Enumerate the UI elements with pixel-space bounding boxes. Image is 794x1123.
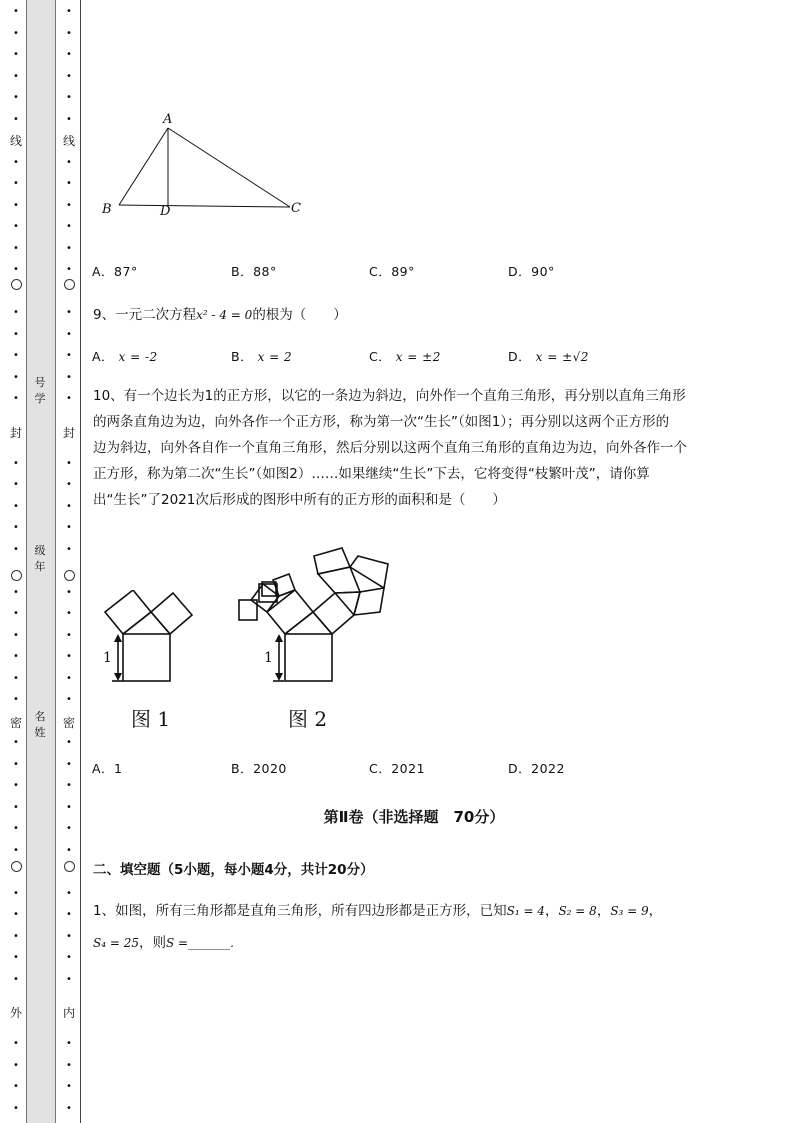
margin-mark-feng-right: 封 xyxy=(62,426,75,440)
margin-mark-xian-left: 线 xyxy=(9,134,22,148)
q10-option-d: D．2022 xyxy=(508,761,565,776)
cut-line-dot: • xyxy=(66,651,72,662)
cut-line-dot: • xyxy=(13,242,19,254)
q10-fig2-caption: 图 2 xyxy=(288,707,328,731)
cut-line-dot: • xyxy=(66,92,72,103)
cut-line-dot: • xyxy=(66,823,72,834)
cut-line-dot: • xyxy=(13,221,19,232)
cut-line-dot: • xyxy=(13,350,19,361)
point-label-c: C xyxy=(291,201,301,216)
cut-line-dot: • xyxy=(66,758,72,770)
q10-line-5: 出“生长”了2021次后形成的图形中所有的正方形的面积和是（ ） xyxy=(93,492,506,508)
cut-line-dot: • xyxy=(13,307,19,318)
cut-line-dot: • xyxy=(66,1059,72,1071)
cut-line-dot: • xyxy=(13,930,19,942)
margin-mark-wai: 外 xyxy=(9,1006,22,1020)
cut-line-dot: • xyxy=(66,6,72,17)
q9-option-d: D． x = ±√2 xyxy=(508,349,589,364)
q10-option-c: C．2021 xyxy=(369,761,426,776)
cut-line-dot: • xyxy=(66,242,72,254)
cut-line-dot: • xyxy=(13,500,19,512)
q8-option-a: A．87° xyxy=(92,264,138,279)
margin-hole-left-2 xyxy=(11,570,22,581)
side-ab xyxy=(119,128,168,205)
q9-option-c: C． x = ±2 xyxy=(369,349,441,364)
cut-line-dot: • xyxy=(13,264,19,275)
cut-line-dot: • xyxy=(66,1102,72,1114)
cut-line-dot: • xyxy=(13,758,19,770)
cut-line-dot: • xyxy=(13,393,19,404)
cut-line-dot: • xyxy=(13,737,19,748)
cut-line-dot: • xyxy=(13,6,19,17)
q10-figure-2 xyxy=(234,544,394,690)
cut-line-dot: • xyxy=(66,49,72,60)
q10-fig1-side-label: 1 xyxy=(103,650,112,666)
cut-line-dot: • xyxy=(66,694,72,705)
q9-stem-suffix: 的根为（ ） xyxy=(252,307,347,323)
q10-line-4: 正方形，称为第二次“生长”（如图2）……如果继续“生长”下去，它将变得“枝繁叶茂”，请你算 xyxy=(93,466,650,482)
margin-mark-mi-left: 密 xyxy=(9,716,22,730)
q8-option-c: C．89° xyxy=(369,264,415,279)
cut-line-dot: • xyxy=(66,113,72,125)
cut-line-dot: • xyxy=(66,608,72,619)
cut-line-dot: • xyxy=(66,952,72,963)
cut-line-dot: • xyxy=(66,1038,72,1049)
cut-line-dot: • xyxy=(13,92,19,103)
cut-line-dot: • xyxy=(13,909,19,920)
q8-triangle-figure xyxy=(96,110,316,225)
q10-line-2: 的两条直角边为边，向外各作一个正方形，称为第一次“生长”（如图1）；再分别以这两个正方形的 xyxy=(93,414,670,430)
margin-mark-feng-left: 封 xyxy=(9,426,22,440)
margin-mark-nei: 内 xyxy=(62,1006,75,1020)
cut-line-dot: • xyxy=(66,199,72,211)
cut-line-dot: • xyxy=(13,973,19,985)
q10-fig2-side-label: 1 xyxy=(264,650,273,666)
point-label-a: A xyxy=(163,112,173,127)
q8-option-d: D．90° xyxy=(508,264,555,279)
cut-line-dot: • xyxy=(66,672,72,684)
fill1-s1: S₁ = 4 xyxy=(506,904,545,918)
cut-line-dot: • xyxy=(66,178,72,189)
cut-line-dot: • xyxy=(66,801,72,813)
cut-line-dot: • xyxy=(13,801,19,813)
point-label-d: D xyxy=(160,204,171,219)
section-2-heading: 二、填空题（5小题，每小题4分，共计20分） xyxy=(93,862,374,878)
cut-line-dot: • xyxy=(66,350,72,361)
margin-mark-mi-right: 密 xyxy=(62,716,75,730)
cut-line-dot: • xyxy=(66,70,72,82)
cut-line-dot: • xyxy=(66,500,72,512)
cut-line-dot: • xyxy=(13,1038,19,1049)
cut-line-dot: • xyxy=(13,1081,19,1092)
cut-line-dot: • xyxy=(66,629,72,641)
cut-line-dot: • xyxy=(13,199,19,211)
cut-line-dot: • xyxy=(66,1081,72,1092)
cut-line-dot: • xyxy=(66,307,72,318)
binding-line xyxy=(80,0,81,1123)
fill1-line-2 xyxy=(93,931,234,951)
cut-line-dot: • xyxy=(66,328,72,340)
section-2-title: 第Ⅱ卷（非选择题 70分） xyxy=(323,808,505,826)
cut-line-dot: • xyxy=(66,221,72,232)
q9-equation: x² - 4 = 0 xyxy=(196,308,253,322)
cut-line-dot: • xyxy=(13,522,19,533)
fill1-then: ，则 xyxy=(138,935,166,951)
cut-line-dot: • xyxy=(66,264,72,275)
cut-line-dot: • xyxy=(13,608,19,619)
cut-line-dot: • xyxy=(66,522,72,533)
fill1-answer-blank: S =_______. xyxy=(165,936,234,950)
cut-line-dot: • xyxy=(13,479,19,490)
q8-option-b: B．88° xyxy=(231,264,277,279)
cut-line-dot: • xyxy=(13,672,19,684)
cut-line-dot: • xyxy=(13,952,19,963)
cut-line-dot: • xyxy=(13,27,19,39)
cut-line-dot: • xyxy=(66,844,72,856)
cut-line-dot: • xyxy=(13,887,19,899)
cut-line-dot: • xyxy=(66,479,72,490)
field-grade-label: 级年 xyxy=(34,544,46,573)
margin-hole-left-1 xyxy=(11,279,22,290)
side-ac xyxy=(168,128,290,207)
cut-line-dot: • xyxy=(66,393,72,404)
q10-figure-1 xyxy=(96,590,206,690)
cut-line-dot: • xyxy=(13,113,19,125)
q9-stem-prefix: 9、一元二次方程 xyxy=(93,307,197,323)
cut-line-dot: • xyxy=(66,930,72,942)
cut-line-dot: • xyxy=(13,694,19,705)
cut-line-dot: • xyxy=(66,543,72,555)
cut-line-dot: • xyxy=(13,328,19,340)
cut-line-dot: • xyxy=(66,737,72,748)
q9-stem xyxy=(93,303,347,323)
q9-option-a: A． x = -2 xyxy=(92,349,158,364)
fill1-s2: S₂ = 8 xyxy=(558,904,597,918)
cut-line-dot: • xyxy=(66,887,72,899)
cut-line-dot: • xyxy=(13,543,19,555)
fill1-s4: S₄ = 25 xyxy=(93,936,139,950)
cut-line-dot: • xyxy=(13,178,19,189)
cut-line-dot: • xyxy=(13,1059,19,1071)
cut-line-dot: • xyxy=(13,49,19,60)
fill1-stem: 1、如图，所有三角形都是直角三角形，所有四边形都是正方形，已知 xyxy=(93,903,507,919)
cut-line-dot: • xyxy=(13,629,19,641)
q10-option-b: B．2020 xyxy=(231,761,287,776)
cut-line-dot: • xyxy=(66,973,72,985)
margin-hole-right-3 xyxy=(64,861,75,872)
q9-option-b: B． x = 2 xyxy=(231,349,293,364)
cut-line-dot: • xyxy=(66,457,72,469)
q10-fig1-caption: 图 1 xyxy=(131,707,171,731)
cut-line-dot: • xyxy=(66,780,72,791)
cut-line-dot: • xyxy=(13,586,19,598)
cut-line-dot: • xyxy=(66,586,72,598)
q10-line-1: 10、有一个边长为1的正方形，以它的一条边为斜边，向外作一个直角三角形，再分别以直角三角形 xyxy=(93,388,686,404)
cut-line-dot: • xyxy=(66,156,72,168)
q10-option-a: A．1 xyxy=(92,761,123,776)
field-student-number-label: 号学 xyxy=(34,376,46,405)
cut-line-dot: • xyxy=(13,457,19,469)
cut-line-dot: • xyxy=(13,651,19,662)
cut-line-dot: • xyxy=(13,844,19,856)
cut-line-dot: • xyxy=(13,156,19,168)
cut-line-dot: • xyxy=(13,371,19,383)
cut-line-dot: • xyxy=(66,27,72,39)
margin-hole-right-1 xyxy=(64,279,75,290)
cut-line-dot: • xyxy=(66,371,72,383)
cut-line-dot: • xyxy=(13,823,19,834)
margin-mark-xian-right: 线 xyxy=(62,134,75,148)
q10-stem xyxy=(93,383,753,513)
point-label-b: B xyxy=(102,202,112,217)
cut-line-dot: • xyxy=(13,780,19,791)
cut-line-dot: • xyxy=(13,1102,19,1114)
margin-hole-left-3 xyxy=(11,861,22,872)
field-name-label: 名姓 xyxy=(34,710,46,739)
margin-hole-right-2 xyxy=(64,570,75,581)
side-bc xyxy=(119,205,290,207)
q10-line-3: 边为斜边，向外各自作一个直角三角形，然后分别以这两个直角三角形的直角边为边，向外各作一个 xyxy=(93,440,687,456)
fill1-s3: S₃ = 9 xyxy=(610,904,649,918)
cut-line-dot: • xyxy=(13,70,19,82)
cut-line-dot: • xyxy=(66,909,72,920)
fill1-line-1: 1、如图，所有三角形都是直角三角形，所有四边形都是正方形，已知S₁ = 4，S₂ = 8，S₃ = 9， xyxy=(93,903,663,919)
